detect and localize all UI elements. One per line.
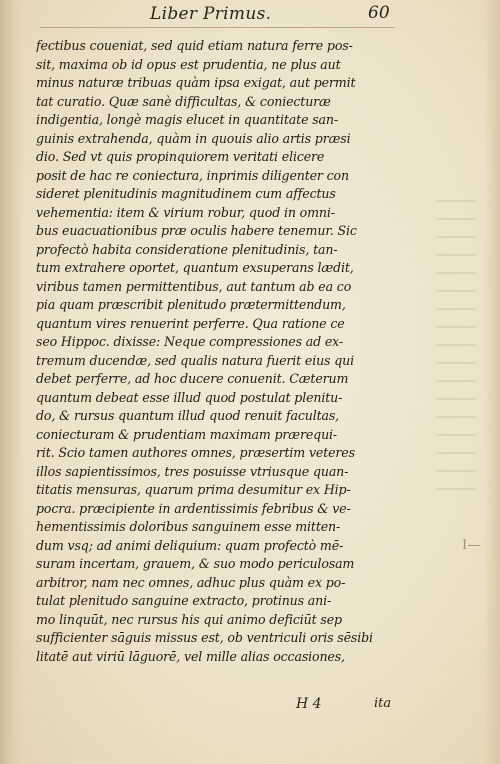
text-line: posit de hac re coniectura, inprimis diligenter con [36,167,349,183]
text-line: titatis mensuras, quarum prima desumitur ex Hip- [36,482,351,497]
text-line: sideret plenitudinis magnitudinem cum affectus [36,186,336,201]
text-line: coniecturam & prudentiam maximam prærequi- [36,426,338,442]
text-line: suram incertam, grauem, & suo modo periculosam [36,556,355,571]
running-head: Liber Primus. [150,4,272,24]
gutter-shadow [0,0,24,764]
margin-note: I— [462,538,481,553]
text-line: bus euacuationibus præ oculis habere tenemur. Sic [36,223,357,238]
text-line: profectò habita consideratione plenitudinis, tan- [36,241,338,257]
catchword: ita [374,696,392,711]
text-line: tremum ducendæ, sed qualis natura fuerit eius qui [36,352,354,368]
text-line: seo Hippoc. dixisse: Neque compressiones ad ex- [36,334,344,349]
page-number: 60 [368,3,390,23]
signature-mark: H 4 [296,696,322,712]
text-line: minus naturæ tribuas quàm ipsa exigat, aut permit [36,75,356,90]
text-line: mo linquūt, nec rursus his qui animo deficiūt sep [36,611,342,627]
text-line: quantum vires renuerint perferre. Qua ratione ce [36,315,345,331]
text-line: tum extrahere oportet, quantum exsuperans lædit, [36,260,354,275]
show-through-bleed [436,200,476,500]
text-line: guinis extrahenda, quàm in quouis alio artis præsi [36,130,351,146]
text-line: tulat plenitudo sanguine extracto, protinus ani- [36,593,332,608]
text-line: dio. Sed vt quis propinquiorem veritati elicere [36,149,325,164]
text-line: arbitror, nam nec omnes, adhuc plus quàm ex po- [36,574,346,590]
text-line: illos sapientissimos, tres posuisse vtriusque quan- [36,463,349,479]
text-line: tat curatio. Quæ sanè difficultas, & coniecturæ [36,93,331,109]
text-line: debet perferre, ad hoc ducere conuenit. Cæterum [36,371,349,386]
text-line: pocra. præcipiente in ardentissimis febribus & ve- [36,500,351,516]
page-edge-shadow [484,0,500,764]
text-line: quantum debeat esse illud quod postulat plenitu- [36,389,343,405]
text-line: sit, maxima ob id opus est prudentia, ne plus aut [36,56,341,72]
body-text [36,37,398,666]
text-line: fectibus coueniat, sed quid etiam natura ferre pos- [36,38,353,53]
text-line: dum vsq; ad animi deliquium: quam profectò mē- [36,537,344,553]
text-line: pia quam præscribit plenitudo prætermittendum, [36,297,346,312]
text-line: sufficienter sāguis missus est, ob ventriculi oris sēsibi [36,630,373,645]
text-line: viribus tamen permittentibus, aut tantum ab ea co [36,278,352,294]
text-line: rit. Scio tamen authores omnes, præsertim veteres [36,445,355,460]
text-line: indigentia, longè magis elucet in quantitate san- [36,112,338,127]
text-line: hementissimis doloribus sanguinem esse mitten- [36,519,341,534]
text-line: do, & rursus quantum illud quod renuit facultas, [36,408,340,423]
header-rule [40,27,395,28]
text-line: vehementia: item & virium robur, quod in omni- [36,204,335,220]
text-line: litatē aut viriū lāguorē, vel mille alias occasiones, [36,648,345,664]
